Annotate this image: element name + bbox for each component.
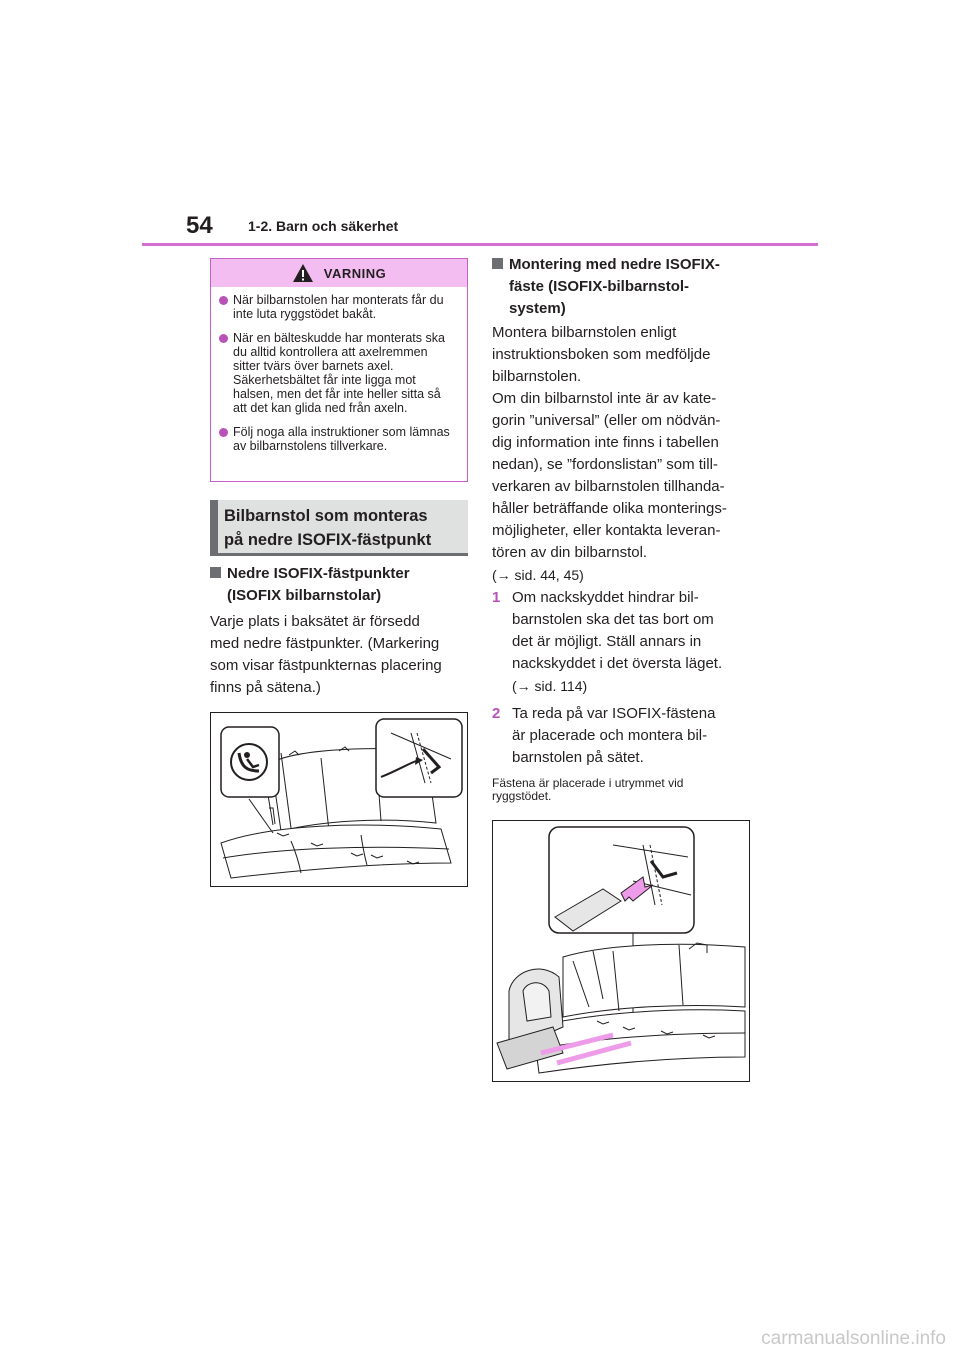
step-2: 2 Ta reda på var ISOFIX-fästena är placerade och montera bil- barnstolen på sätet.	[492, 705, 716, 766]
figure-isofix-seat-marking	[210, 712, 468, 887]
watermark: carmanualsonline.info	[761, 1328, 946, 1349]
isofix-mounting-paragraph: Montera bilbarnstolen enligt instruktionsboken som medföljde bilbarnstolen. Om din bilbarnstol inte är av kate- gorin ”universal” (eller om nödvän- dig information inte finns i tabellen nedan), se ”fordonslistan” som till- verkaren av bilbarnstolen tillhanda- håller beträffande olika monterings- möjligheter, eller kontakta leveran- tören av din bilbarnstol. (→ sid. 44, 45)	[492, 324, 727, 583]
warning-list	[211, 287, 467, 453]
warning-header	[211, 259, 467, 287]
header-rule	[142, 243, 818, 246]
heading-isofix-mounting: Montering med nedre ISOFIX- fäste (ISOFIX-bilbarnstol- system)	[492, 254, 750, 320]
square-bullet-icon	[210, 567, 221, 578]
step-number: 1	[492, 589, 501, 606]
warning-title: VARNING	[323, 265, 387, 281]
warning-item: När en bälteskudde har monterats ska du alltid kontrollera att axelremmen sitter tvärs över barnets axel. Säkerhetsbältet får inte ligga mot halsen, men det får inte heller sitta så att det kan glida ned från axeln.	[219, 331, 457, 415]
child-seat-mounting-illustration	[493, 821, 749, 1081]
section-title: 1-2. Barn och säkerhet	[248, 218, 399, 234]
square-bullet-icon	[492, 258, 503, 269]
bullet-icon	[219, 296, 228, 305]
page-number: 54	[186, 212, 213, 239]
step-number: 2	[492, 705, 501, 722]
figure-caption: Fästena är placerade i utrymmet vid ryggstödet.	[492, 776, 684, 803]
heading-isofix-points: Nedre ISOFIX-fästpunkter (ISOFIX bilbarnstolar)	[210, 563, 468, 607]
step-1: 1 Om nackskyddet hindrar bil- barnstolen ska det tas bort om det är möjligt. Ställ annars in nackskyddet i det översta läget. (→ sid. 114)	[492, 589, 723, 694]
bullet-icon	[219, 428, 228, 437]
warning-item: När bilbarnstolen har monterats får du inte luta ryggstödet bakåt.	[219, 293, 457, 321]
warning-item: Följ noga alla instruktioner som lämnas av bilbarnstolens tillverkare.	[219, 425, 457, 453]
warning-triangle-icon	[292, 263, 314, 283]
figure-isofix-mounting	[492, 820, 750, 1082]
warning-box	[210, 258, 468, 482]
rear-seat-illustration	[211, 713, 467, 886]
bullet-icon	[219, 334, 228, 343]
section-subheading: Bilbarnstol som monteras på nedre ISOFIX-fästpunkt	[224, 507, 432, 549]
isofix-points-paragraph: Varje plats i baksätet är försedd med nedre fästpunkter. (Markering som visar fästpunkternas placering finns på sätena.)	[210, 613, 442, 696]
section-subheading-box	[210, 500, 468, 556]
